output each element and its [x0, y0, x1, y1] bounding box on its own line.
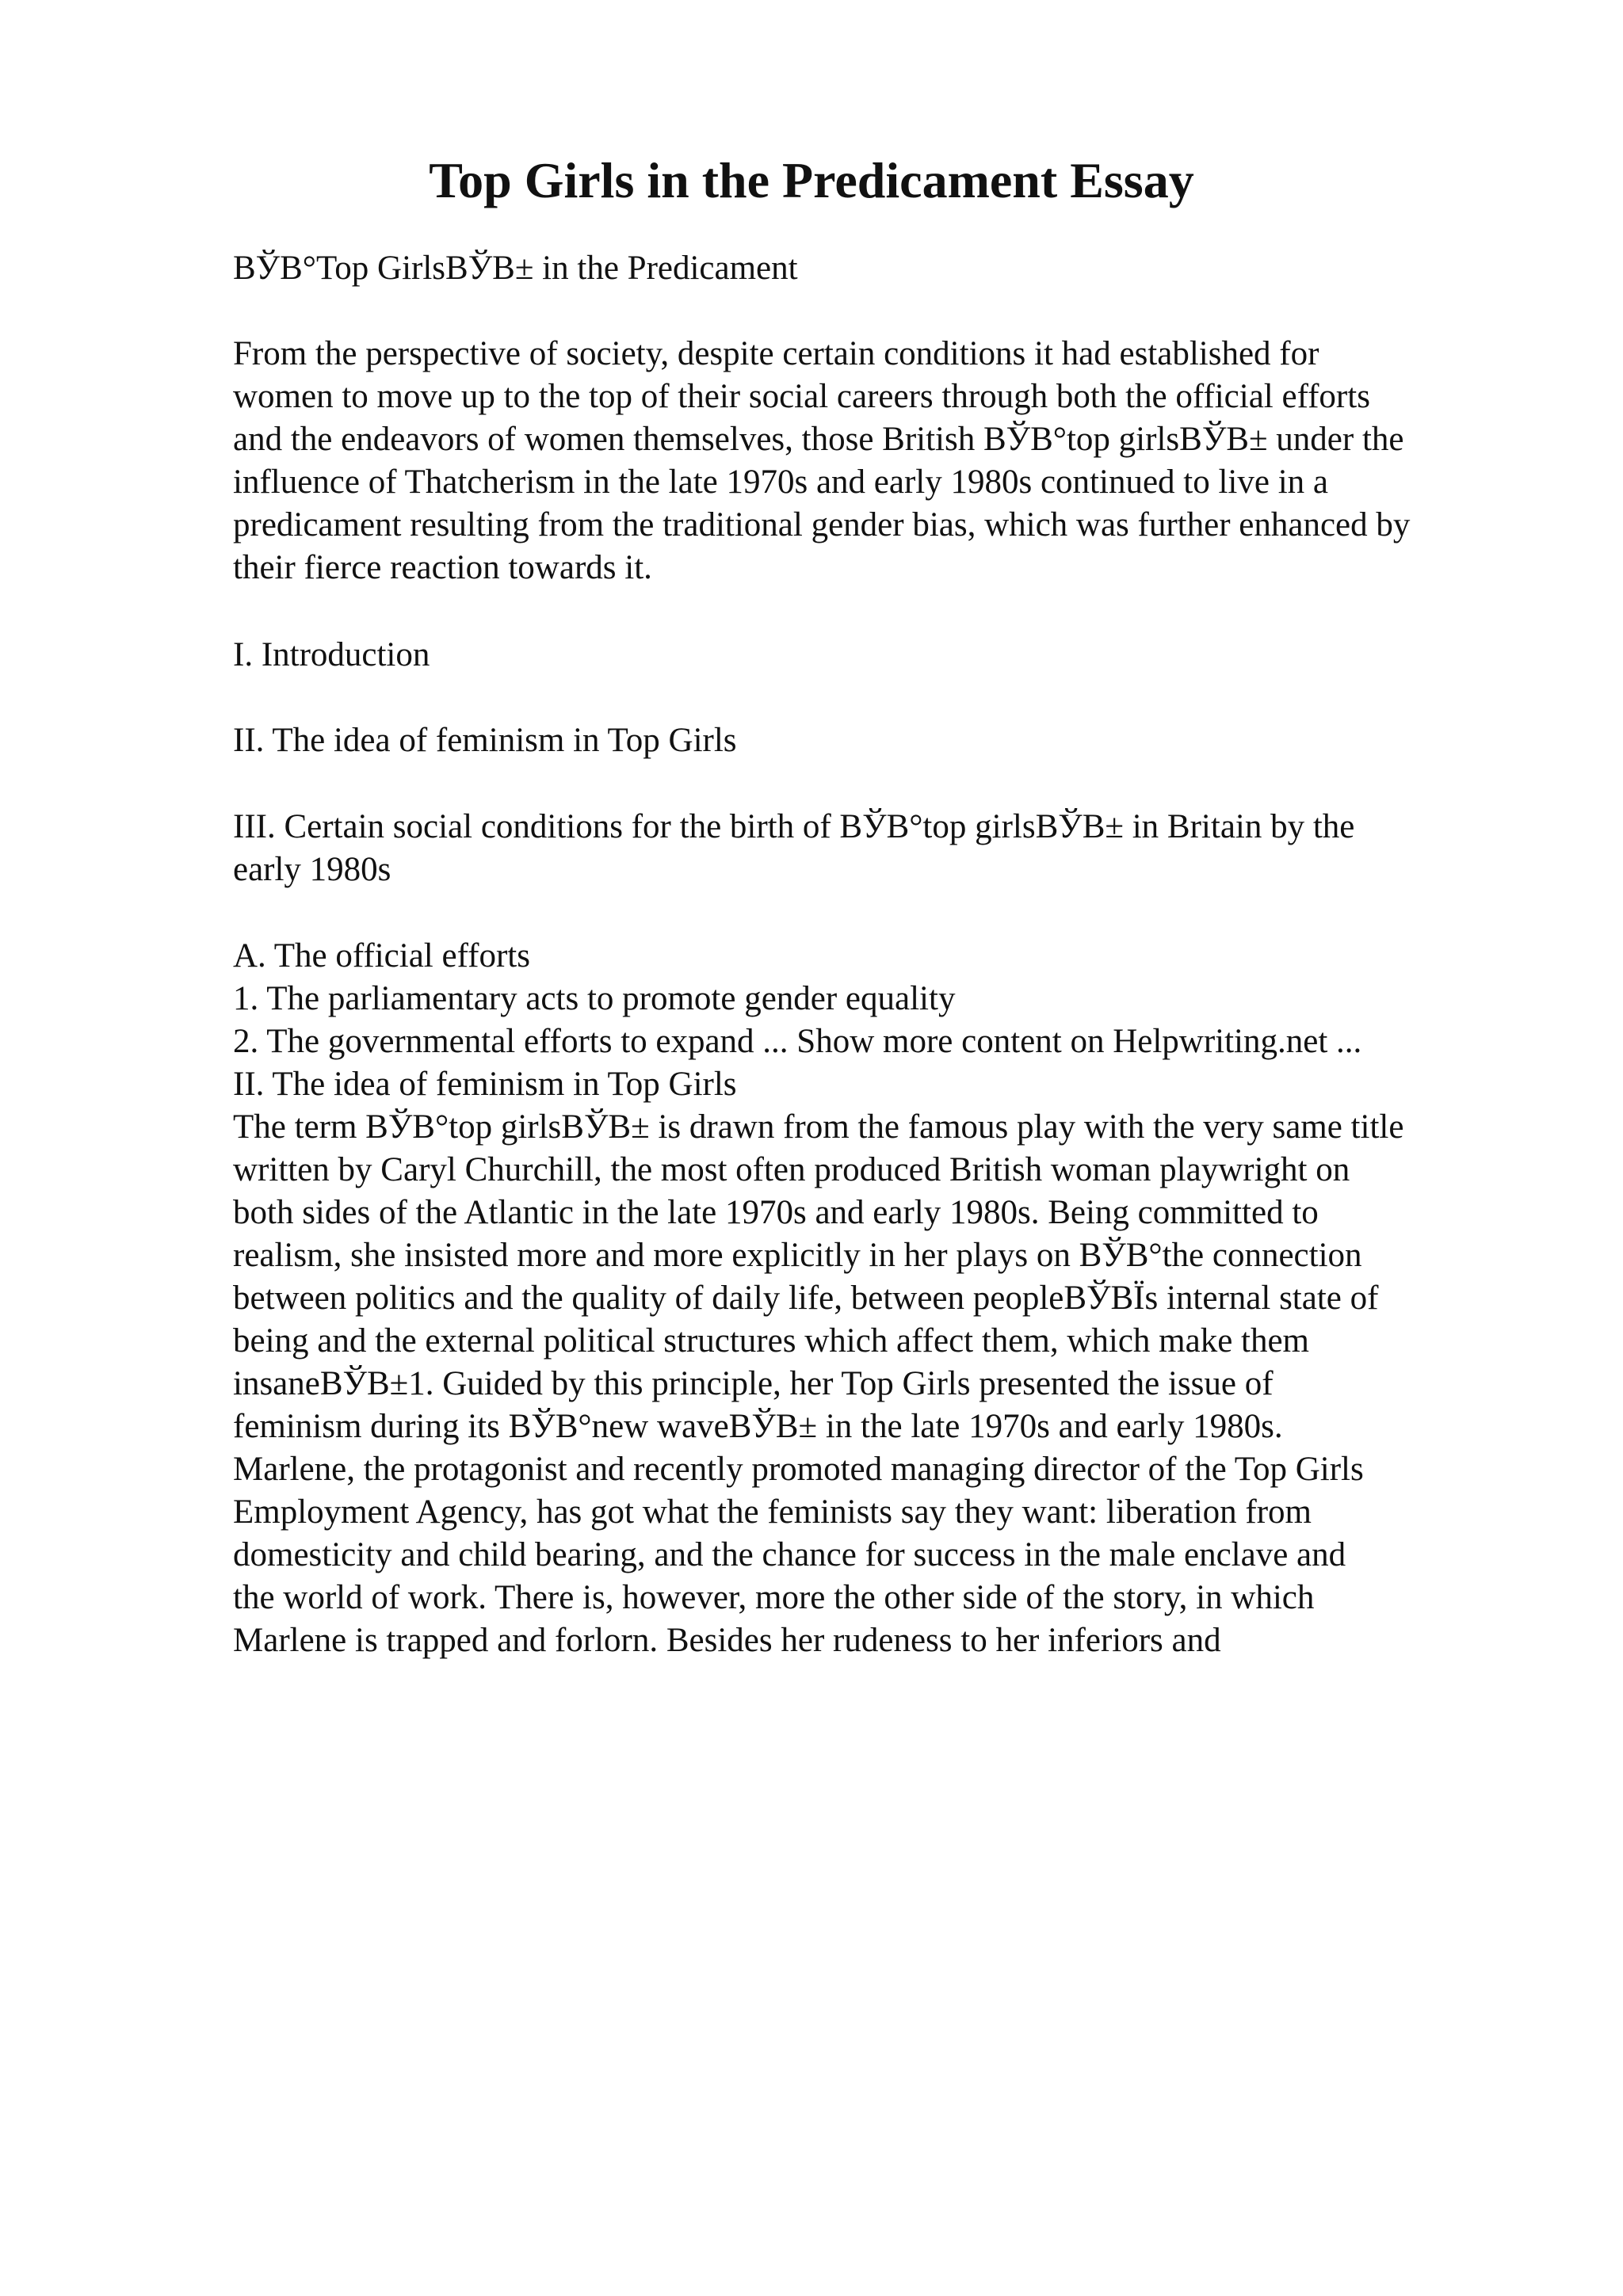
section-line: the world of work. There is, however, more the other side of the story, in which: [233, 1579, 1315, 1616]
abstract-line: and the endeavors of women themselves, those British BЎB°top girlsBЎB± under the: [233, 421, 1404, 458]
outline-sub-item: A. The official efforts: [233, 937, 530, 974]
outline-sub-item: 2. The governmental efforts to expand ... Show more content on Helpwriting.net ...: [233, 1023, 1362, 1060]
outline-sub-list: [233, 935, 1564, 1662]
outline-item-2: [233, 719, 1564, 762]
section-line: realism, she insisted more and more explicitly in her plays on BЎB°the connection: [233, 1237, 1362, 1274]
outline-item-line: early 1980s: [233, 851, 391, 888]
outline-item-3: [233, 806, 1564, 891]
document-subtitle-block: [233, 247, 1564, 290]
outline-item-1: [233, 634, 1564, 677]
outline-item-text: II. The idea of feminism in Top Girls: [233, 722, 737, 759]
section-line: written by Caryl Churchill, the most often produced British woman playwright on: [233, 1151, 1350, 1188]
section-heading: II. The idea of feminism in Top Girls: [233, 1066, 737, 1103]
section-line: Marlene, the protagonist and recently promoted managing director of the Top Girls: [233, 1451, 1364, 1488]
abstract-line: From the perspective of society, despite certain conditions it had established for: [233, 335, 1319, 372]
document-title: Top Girls in the Predicament Essay: [429, 152, 1194, 208]
outline-sub-item: 1. The parliamentary acts to promote gender equality: [233, 980, 956, 1017]
section-line: both sides of the Atlantic in the late 1970s and early 1980s. Being committed to: [233, 1194, 1319, 1231]
outline-item-text: I. Introduction: [233, 636, 430, 673]
abstract-line: predicament resulting from the traditional gender bias, which was further enhanced by: [233, 506, 1411, 543]
section-line: being and the external political structures which affect them, which make them: [233, 1322, 1310, 1360]
abstract-line: influence of Thatcherism in the late 1970s and early 1980s continued to live in a: [233, 463, 1328, 501]
section-line: feminism during its BЎB°new waveBЎB± in the late 1970s and early 1980s.: [233, 1408, 1283, 1445]
section-line: domesticity and child bearing, and the chance for success in the male enclave and: [233, 1536, 1346, 1573]
section-line: The term BЎB°top girlsBЎB± is drawn from the famous play with the very same title: [233, 1108, 1404, 1146]
section-line: Marlene is trapped and forlorn. Besides her rudeness to her inferiors and: [233, 1622, 1221, 1659]
section-line: Employment Agency, has got what the feminists say they want: liberation from: [233, 1493, 1312, 1531]
abstract-line: their fierce reaction towards it.: [233, 549, 652, 586]
document-subtitle: BЎB°Top GirlsBЎB± in the Predicament: [233, 250, 798, 287]
abstract-paragraph: [233, 333, 1564, 589]
abstract-line: women to move up to the top of their social careers through both the official efforts: [233, 378, 1370, 415]
outline-item-line: III. Certain social conditions for the birth of BЎB°top girlsBЎB± in Britain by the: [233, 808, 1355, 845]
section-line: insaneBЎB±1. Guided by this principle, her Top Girls presented the issue of: [233, 1365, 1274, 1402]
section-line: between politics and the quality of daily life, between peopleBЎBЇs internal state of: [233, 1280, 1379, 1317]
